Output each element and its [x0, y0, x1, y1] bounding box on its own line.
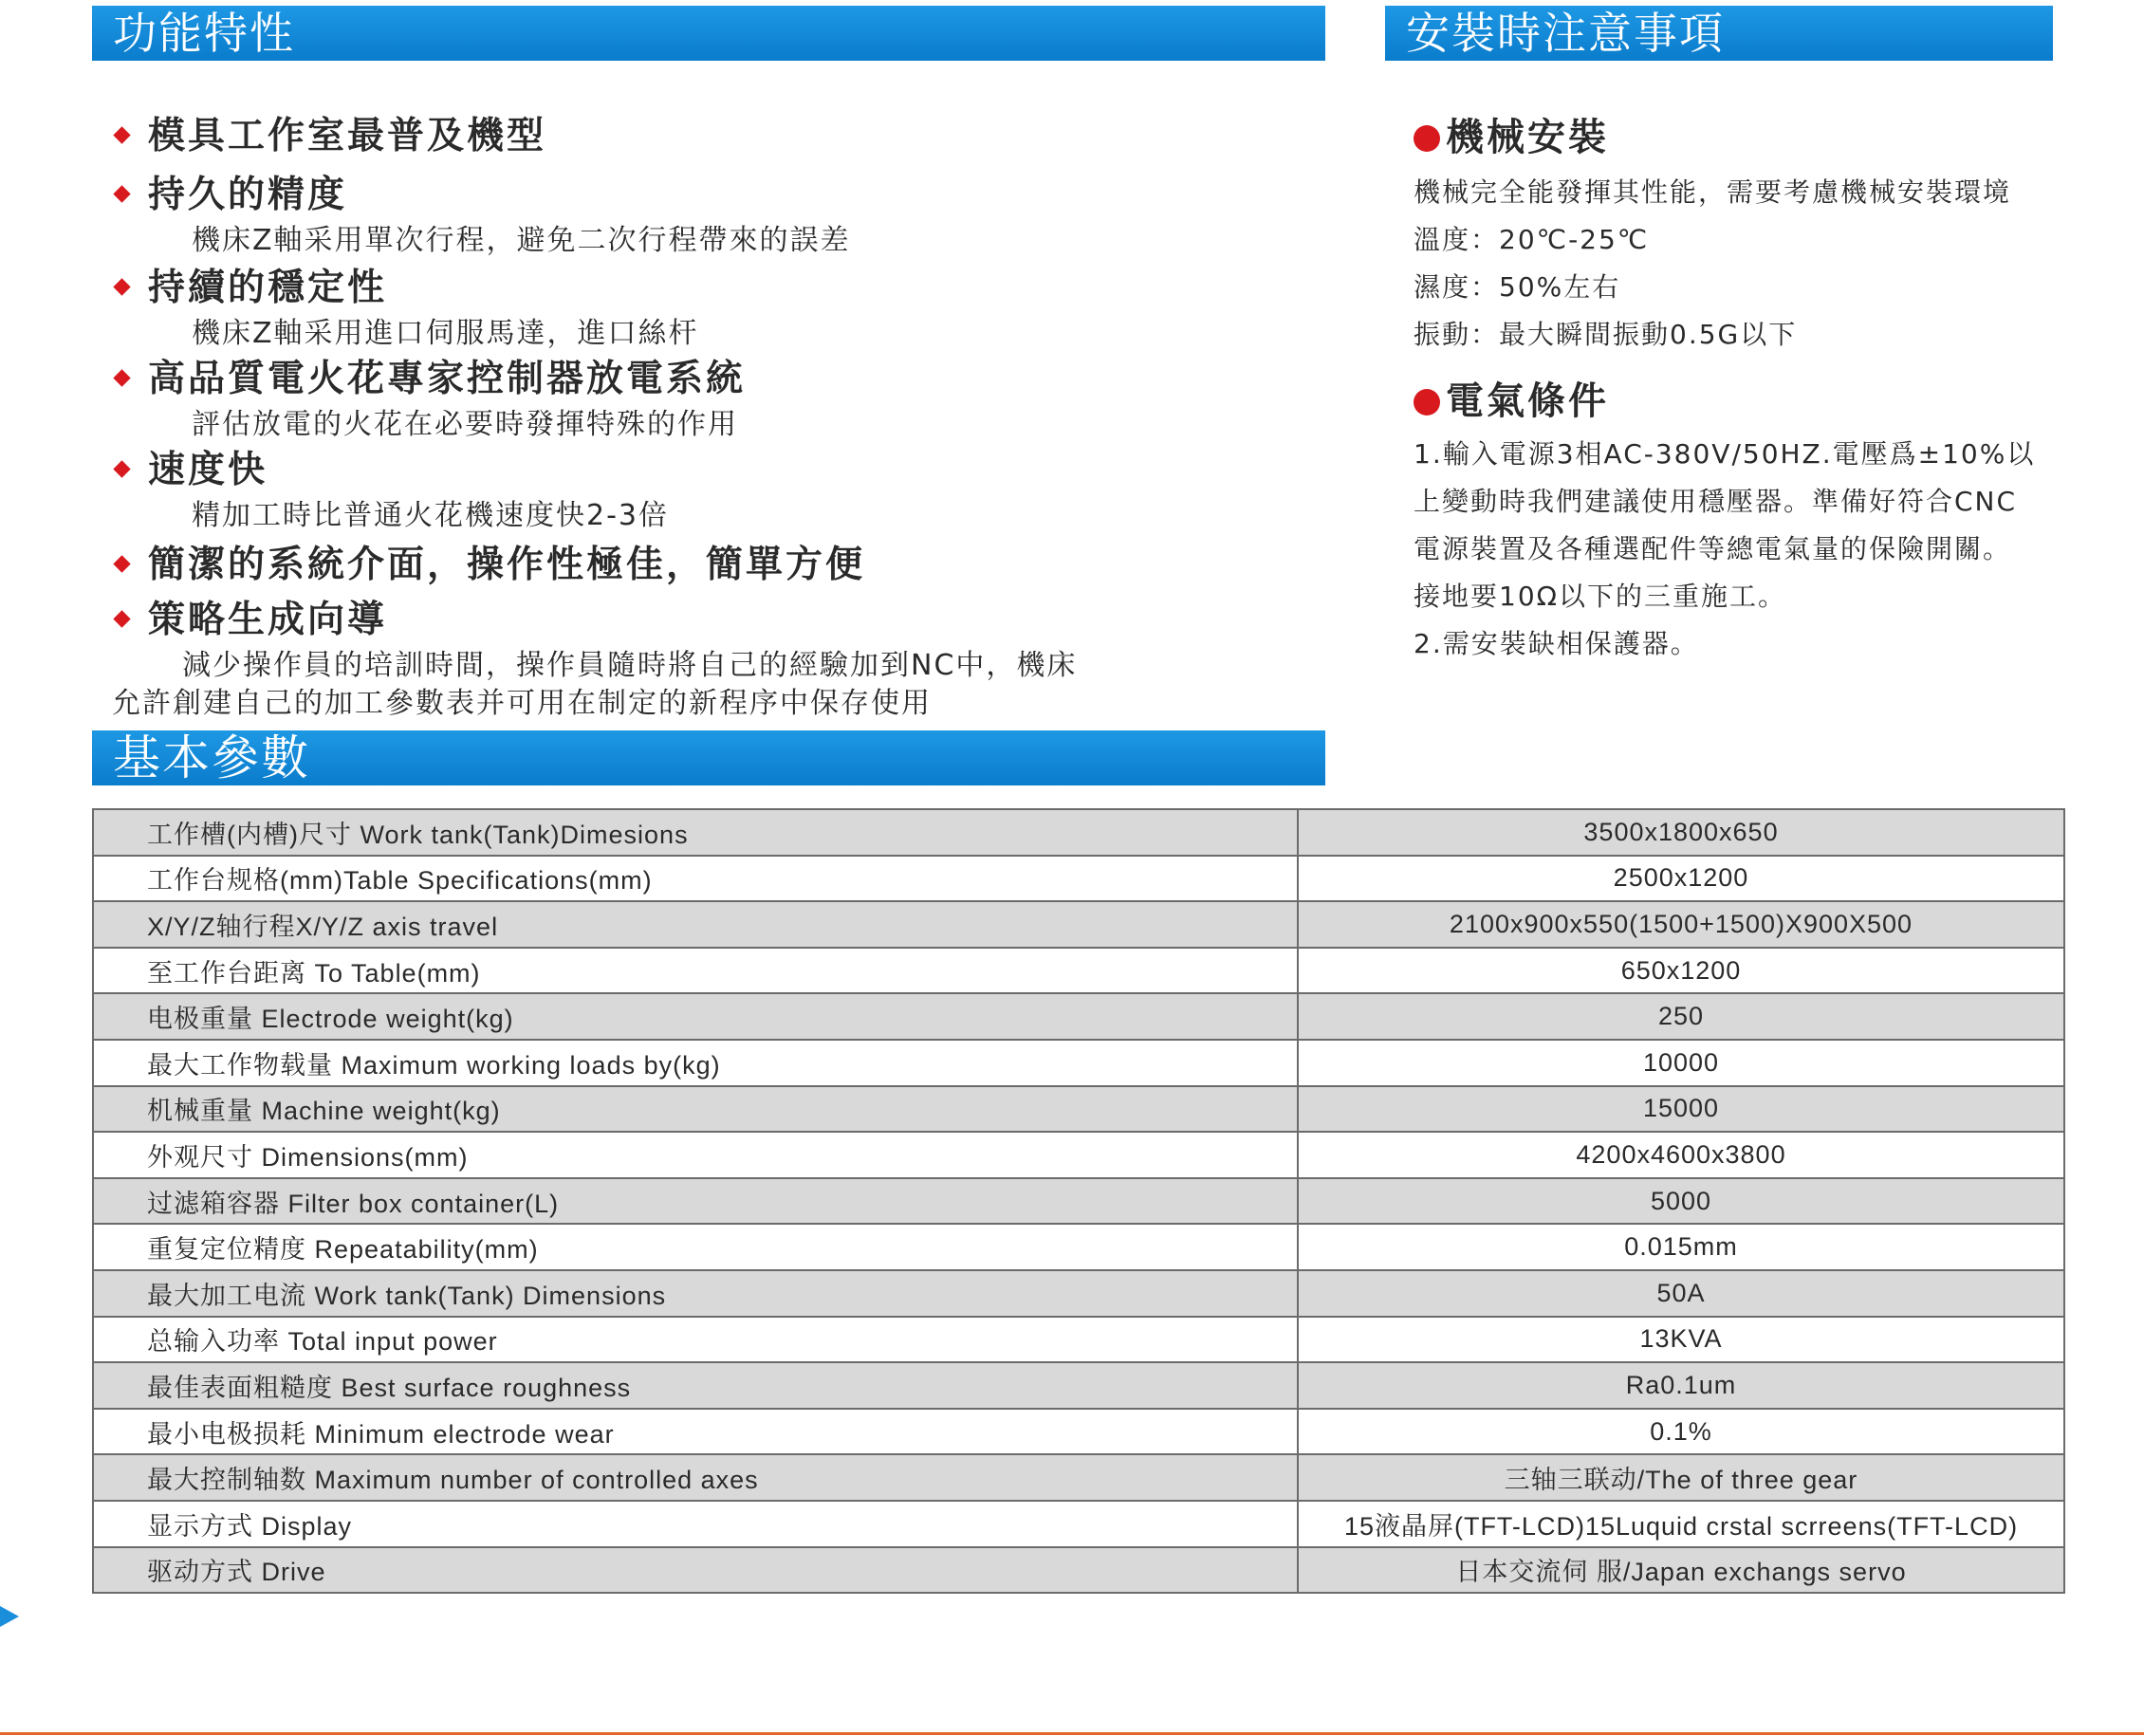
feature-desc: 精加工時比普通火花機速度快2-3倍: [192, 499, 669, 532]
table-row: [93, 1547, 2064, 1594]
params-table: [92, 808, 2065, 1594]
param-value: 50A: [1298, 1270, 2064, 1317]
feature-desc: 機床Z軸采用單次行程，避免二次行程帶來的誤差: [192, 224, 851, 257]
diamond-bullet-icon: [113, 610, 130, 627]
feature-title: [116, 353, 1302, 406]
install-header: 安裝時注意事項: [1385, 6, 2053, 61]
feature-desc: 機床Z軸采用進口伺服馬達，進口絲杆: [192, 317, 699, 350]
feature-title-text: 持續的穩定性: [148, 267, 388, 309]
param-value: 10000: [1298, 1040, 2064, 1086]
param-value: 0.1%: [1298, 1409, 2064, 1455]
install-note: 機械完全能發揮其性能，需要考慮機械安裝環境: [1414, 176, 2012, 208]
param-value: 三轴三联动/The of three gear: [1298, 1454, 2064, 1501]
feature-title: [116, 110, 1302, 163]
table-row: [93, 1454, 2064, 1501]
feature-title-text: 簡潔的系統介面，操作性極佳，簡單方便: [148, 544, 866, 586]
bottom-divider: [0, 1732, 2144, 1735]
param-value: 15液晶屏(TFT-LCD)15Luquid crstal scrreens(TFT-LCD): [1298, 1501, 2064, 1547]
params-header: 基本參數: [92, 730, 1325, 785]
red-dot-icon: [1414, 125, 1440, 152]
param-label: 最大控制轴数 Maximum number of controlled axes: [93, 1454, 1298, 1501]
param-label: 最大加工电流 Work tank(Tank) Dimensions: [93, 1270, 1298, 1317]
install-note: 接地要10Ω以下的三重施工。: [1414, 581, 1787, 612]
param-value: 2500x1200: [1298, 856, 2064, 902]
install-note: 電源裝置及各種選配件等總電氣量的保險開關。: [1414, 533, 2012, 564]
param-label: 驱动方式 Drive: [93, 1547, 1298, 1594]
param-value: 日本交流伺 服/Japan exchangs servo: [1298, 1547, 2064, 1594]
table-row: [93, 1409, 2064, 1455]
table-row: [93, 1317, 2064, 1363]
feature-title-text: 策略生成向導: [148, 599, 388, 641]
diamond-bullet-icon: [113, 126, 130, 143]
feature-desc-line: 允許創建自己的加工參數表并可用在制定的新程序中保存使用: [112, 687, 932, 720]
table-row: [93, 901, 2064, 948]
param-value: 3500x1800x650: [1298, 809, 2064, 856]
param-label: 最大工作物载量 Maximum working loads by(kg): [93, 1040, 1298, 1086]
feature-title: [116, 169, 1302, 222]
param-label: 最小电极损耗 Minimum electrode wear: [93, 1409, 1298, 1455]
param-value: Ra0.1um: [1298, 1362, 2064, 1409]
table-row: [93, 993, 2064, 1040]
table-row: [93, 1086, 2064, 1133]
param-label: 总输入功率 Total input power: [93, 1317, 1298, 1363]
table-row: [93, 1178, 2064, 1225]
param-value: 0.015mm: [1298, 1224, 2064, 1270]
param-value: 15000: [1298, 1086, 2064, 1133]
param-label: 外观尺寸 Dimensions(mm): [93, 1132, 1298, 1178]
feature-title-text: 速度快: [148, 449, 268, 491]
param-value: 2100x900x550(1500+1500)X900X500: [1298, 901, 2064, 948]
table-row: [93, 1270, 2064, 1317]
mechanical-install-title: [1414, 110, 2059, 165]
feature-title: [116, 444, 1302, 497]
diamond-bullet-icon: [113, 460, 130, 477]
table-row: [93, 1224, 2064, 1270]
install-note: 上變動時我們建議使用穩壓器。準備好符合CNC: [1414, 486, 2018, 517]
diamond-bullet-icon: [113, 555, 130, 572]
feature-title: [116, 594, 1302, 647]
feature-desc: 評估放電的火花在必要時發揮特殊的作用: [192, 408, 738, 441]
electrical-conditions-title: [1414, 374, 2059, 429]
param-value: 13KVA: [1298, 1317, 2064, 1363]
feature-title: [116, 262, 1302, 315]
table-row: [93, 948, 2064, 994]
param-label: 工作槽(内槽)尺寸 Work tank(Tank)Dimesions: [93, 809, 1298, 856]
feature-desc-line: 減少操作員的培訓時間，操作員隨時將自己的經驗加到NC中，機床: [182, 649, 1078, 682]
diamond-bullet-icon: [113, 369, 130, 386]
param-value: 5000: [1298, 1178, 2064, 1225]
table-row: [93, 1501, 2064, 1547]
feature-title-text: 模具工作室最普及機型: [148, 115, 547, 157]
features-header: 功能特性: [92, 6, 1325, 61]
param-label: 重复定位精度 Repeatability(mm): [93, 1224, 1298, 1270]
table-row: [93, 1362, 2064, 1409]
param-label: X/Y/Z轴行程X/Y/Z axis travel: [93, 901, 1298, 948]
param-label: 机械重量 Machine weight(kg): [93, 1086, 1298, 1133]
param-label: 至工作台距离 To Table(mm): [93, 948, 1298, 994]
param-value: 4200x4600x3800: [1298, 1132, 2064, 1178]
param-label: 过滤箱容器 Filter box container(L): [93, 1178, 1298, 1225]
diamond-bullet-icon: [113, 185, 130, 202]
arrow-marker-icon: [0, 1606, 19, 1627]
install-note: 2.需安裝缺相保護器。: [1414, 628, 1699, 659]
table-row: [93, 1040, 2064, 1086]
install-note: 振動：最大瞬間振動0.5G以下: [1414, 319, 1798, 350]
table-row: [93, 809, 2064, 856]
param-value: 250: [1298, 993, 2064, 1040]
feature-desc: [112, 647, 1207, 723]
install-note: 濕度：50%左右: [1414, 271, 1621, 303]
feature-title-text: 持久的精度: [148, 174, 348, 216]
param-label: 工作台规格(mm)Table Specifications(mm): [93, 856, 1298, 902]
feature-title: [116, 539, 1302, 592]
param-label: 显示方式 Display: [93, 1501, 1298, 1547]
install-notes: [1414, 110, 2059, 668]
param-label: 电极重量 Electrode weight(kg): [93, 993, 1298, 1040]
param-value: 650x1200: [1298, 948, 2064, 994]
features-list: [112, 110, 1302, 723]
red-dot-icon: [1414, 389, 1440, 416]
feature-title-text: 高品質電火花專家控制器放電系統: [148, 358, 747, 400]
electrical-conditions-title-text: 電氣條件: [1446, 379, 1609, 423]
mechanical-install-title-text: 機械安裝: [1446, 116, 1609, 159]
table-row: [93, 856, 2064, 902]
table-row: [93, 1132, 2064, 1178]
param-label: 最佳表面粗糙度 Best surface roughness: [93, 1362, 1298, 1409]
diamond-bullet-icon: [113, 278, 130, 295]
install-note: 溫度：20℃-25℃: [1414, 224, 1650, 255]
install-note: 1.輸入電源3相AC-380V/50HZ.電壓爲±10%以: [1414, 438, 2036, 470]
